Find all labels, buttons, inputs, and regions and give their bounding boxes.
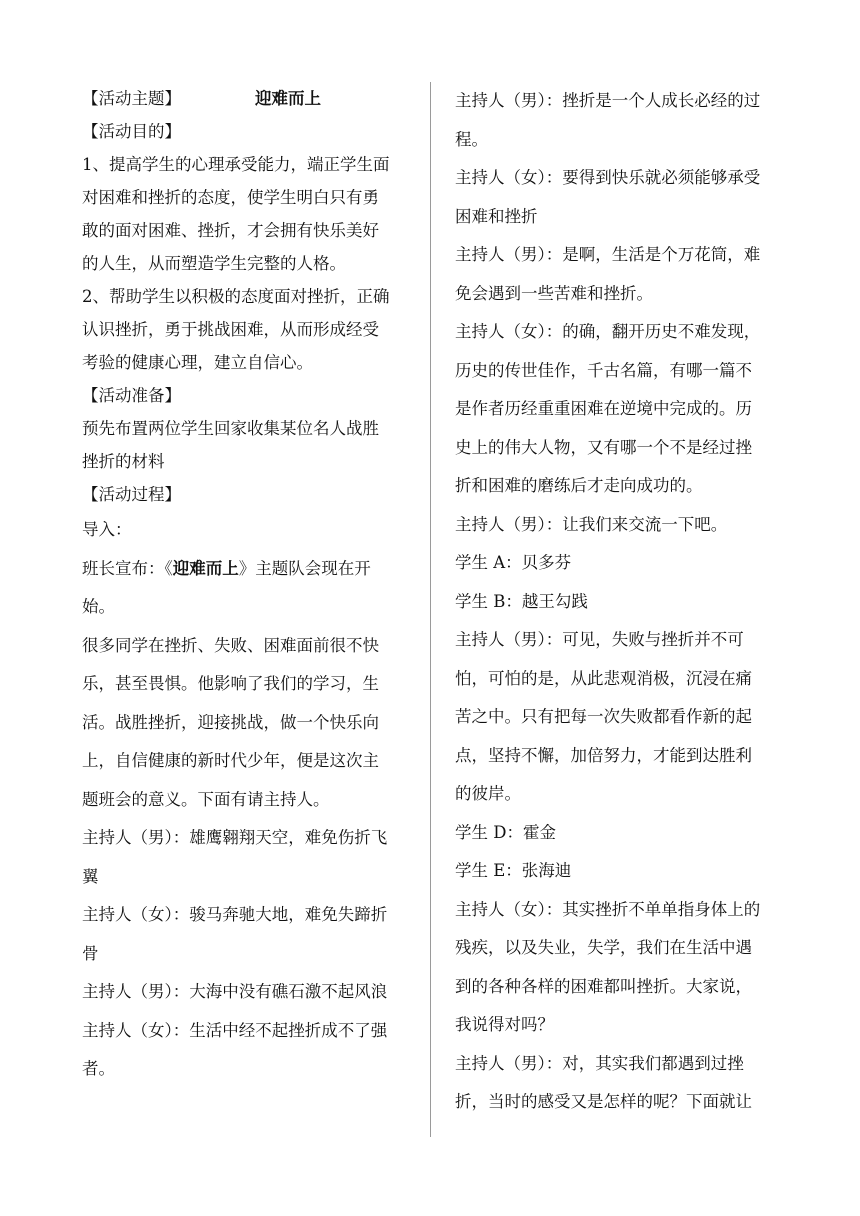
right-line: 我说得对吗？ bbox=[455, 1015, 554, 1034]
purpose-line: 的人生，从而塑造学生完整的人格。 bbox=[82, 254, 346, 273]
process-label: 【活动过程】 bbox=[82, 485, 181, 504]
announce-line bbox=[82, 550, 412, 589]
body-line: 活。战胜挫折，迎接挑战，做一个快乐向 bbox=[82, 712, 379, 732]
theme-row bbox=[82, 82, 412, 115]
purpose-line: 考验的健康心理，建立自信心。 bbox=[82, 353, 313, 372]
right-line: 主持人（女）：的确，翻开历史不难发现， bbox=[455, 322, 761, 341]
body-line: 主持人（男）：雄鹰翱翔天空，难免伤折飞 bbox=[82, 828, 388, 847]
body-line: 题班会的意义。下面有请主持人。 bbox=[82, 789, 330, 809]
theme-label: 【活动主题】 bbox=[82, 89, 181, 108]
body-line: 上，自信健康的新时代少年，便是这次主 bbox=[82, 751, 379, 770]
announce-suffix: 》主题队会现在开 bbox=[238, 558, 371, 578]
prep-label: 【活动准备】 bbox=[82, 386, 181, 405]
purpose-label: 【活动目的】 bbox=[82, 122, 181, 141]
purpose-line: 1、提高学生的心理承受能力，端正学生面 bbox=[82, 155, 390, 174]
right-line: 学生 B：越王勾践 bbox=[455, 591, 588, 611]
body-line: 翼 bbox=[82, 866, 99, 886]
right-line: 主持人（男）：对，其实我们都遇到过挫 bbox=[455, 1053, 744, 1073]
purpose-paragraph bbox=[82, 148, 412, 379]
right-line: 怕，可怕的是，从此悲观消极，沉浸在痛 bbox=[455, 668, 752, 688]
body-line: 主持人（男）：大海中没有礁石激不起风浪 bbox=[82, 982, 388, 1001]
left-column bbox=[82, 82, 412, 1089]
right-line: 点，坚持不懈，加倍努力，才能到达胜利 bbox=[455, 745, 752, 765]
right-line: 到的各种各样的困难都叫挫折。大家说， bbox=[455, 976, 752, 996]
right-line: 主持人（女）：要得到快乐就必须能够承受 bbox=[455, 168, 761, 187]
body-line: 很多同学在挫折、失败、困难面前很不快 bbox=[82, 635, 379, 655]
right-line: 学生 E：张海迪 bbox=[455, 861, 572, 880]
prep-line: 挫折的材料 bbox=[82, 452, 165, 471]
right-line: 主持人（男）：可见，失败与挫折并不可 bbox=[455, 630, 744, 649]
announce-line-2: 始。 bbox=[82, 597, 115, 616]
body-paragraph bbox=[82, 627, 412, 1089]
column-divider bbox=[430, 82, 431, 1137]
purpose-line: 对困难和挫折的态度，使学生明白只有勇 bbox=[82, 188, 379, 207]
right-line: 苦之中。只有把每一次失败都看作新的起 bbox=[455, 707, 752, 726]
right-column bbox=[455, 82, 785, 1122]
purpose-line: 敢的面对困难、挫折，才会拥有快乐美好 bbox=[82, 221, 379, 240]
body-line: 主持人（女）：骏马奔驰大地，难免失蹄折 bbox=[82, 905, 388, 924]
right-line: 折和困难的磨练后才走向成功的。 bbox=[455, 476, 703, 495]
right-line: 免会遇到一些苦难和挫折。 bbox=[455, 283, 653, 303]
purpose-line: 2、帮助学生以积极的态度面对挫折，正确 bbox=[82, 287, 390, 306]
purpose-line: 认识挫折，勇于挑战困难，从而形成经受 bbox=[82, 320, 379, 339]
body-line: 骨 bbox=[82, 943, 99, 963]
body-line: 主持人（女）：生活中经不起挫折成不了强 bbox=[82, 1020, 388, 1040]
right-line: 主持人（男）：挫折是一个人成长必经的过 bbox=[455, 91, 761, 110]
right-line: 史上的伟大人物，又有哪一个不是经过挫 bbox=[455, 437, 752, 457]
right-line: 主持人（男）：是啊，生活是个万花筒，难 bbox=[455, 245, 761, 264]
prep-line: 预先布置两位学生回家收集某位名人战胜 bbox=[82, 419, 379, 438]
right-line: 主持人（男）：让我们来交流一下吧。 bbox=[455, 514, 728, 534]
intro-label: 导入： bbox=[82, 520, 132, 539]
right-line: 困难和挫折 bbox=[455, 206, 538, 226]
theme-title: 迎难而上 bbox=[255, 89, 321, 108]
announce-title: 迎难而上 bbox=[172, 558, 239, 578]
right-line: 学生 A：贝多芬 bbox=[455, 553, 572, 572]
right-line: 程。 bbox=[455, 129, 488, 149]
right-line: 的彼岸。 bbox=[455, 784, 521, 803]
announce-prefix: 班长宣布：《 bbox=[82, 558, 173, 578]
right-line: 主持人（女）：其实挫折不单单指身体上的 bbox=[455, 899, 761, 919]
right-line: 残疾，以及失业，失学，我们在生活中遇 bbox=[455, 938, 752, 957]
right-line: 学生 D：霍金 bbox=[455, 822, 556, 842]
right-line: 是作者历经重重困难在逆境中完成的。历 bbox=[455, 399, 752, 418]
right-line: 历史的传世佳作，千古名篇，有哪一篇不 bbox=[455, 360, 752, 380]
body-line: 者。 bbox=[82, 1059, 115, 1078]
body-line: 乐，甚至畏惧。他影响了我们的学习，生 bbox=[82, 674, 379, 693]
right-line: 折，当时的感受又是怎样的呢？下面就让 bbox=[455, 1092, 752, 1111]
